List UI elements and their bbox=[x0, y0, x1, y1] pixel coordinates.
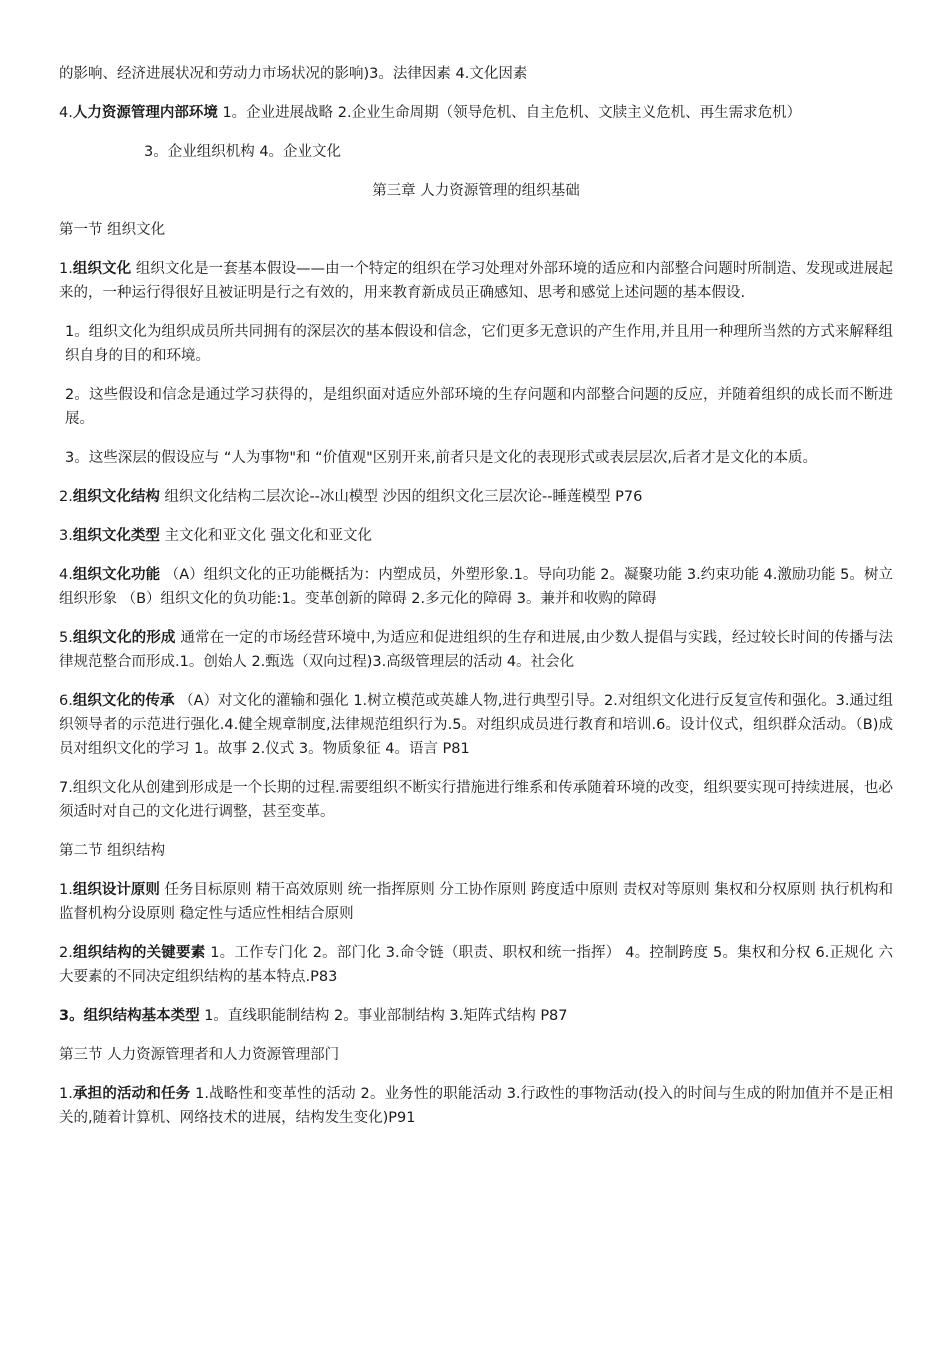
paragraph-internal-environment bbox=[59, 101, 893, 125]
paragraph-text: 组织文化是一套基本假设——由一个特定的组织在学习处理对外部环境的适应和内部整合问题时所制造、发现或进展起来的，一种运行得很好且被证明是行之有效的，用来教育新成员正确感知、思考和感觉上述问题的基本假设. bbox=[59, 261, 894, 301]
paragraph-text: 组织文化结构二层次论--冰山模型 沙因的组织文化三层次论--睡莲模型 P76 bbox=[159, 489, 643, 505]
paragraph-lead: 4. bbox=[59, 105, 73, 121]
paragraph-text: 1。组织文化为组织成员所共同拥有的深层次的基本假设和信念，它们更多无意识的产生作用,并且用一种理所当然的方式来解释组织自身的目的和环境。 bbox=[65, 324, 893, 364]
paragraph-culture-point-2 bbox=[59, 383, 893, 431]
section-title-2: 第二节 组织结构 bbox=[59, 843, 166, 859]
paragraph-heading: 人力资源管理内部环境 bbox=[72, 105, 218, 121]
paragraph-heading: 组织文化 bbox=[72, 261, 132, 277]
paragraph-lead: 2. bbox=[59, 489, 73, 505]
paragraph-heading: 组织结构基本类型 bbox=[83, 1008, 200, 1024]
paragraph-heading: 承担的活动和任务 bbox=[72, 1086, 191, 1102]
paragraph-key-elements bbox=[59, 941, 893, 989]
paragraph-design-principles bbox=[59, 878, 893, 926]
paragraph-lead: 1. bbox=[59, 261, 73, 277]
paragraph-heading: 组织结构的关键要素 bbox=[72, 945, 206, 961]
paragraph-culture-formation bbox=[59, 626, 893, 674]
paragraph-culture-point-1 bbox=[59, 320, 893, 368]
paragraph-heading: 组织文化的传承 bbox=[72, 693, 175, 709]
paragraph-text: 1。工作专门化 2。部门化 3.命令链（职责、职权和统一指挥） 4。控制跨度 5。集权和分权 6.正规化 六大要素的不同决定组织结构的基本特点.P83 bbox=[59, 945, 893, 985]
paragraph-text: 通常在一定的市场经营环境中,为适应和促进组织的生存和进展,由少数人提倡与实践，经过较长时间的传播与法律规范整合而形成.1。创始人 2.甄选（双向过程)3.高级管理层的活动 4。社会化 bbox=[59, 630, 893, 670]
paragraph-text: 1。直线职能制结构 2。事业部制结构 3.矩阵式结构 P87 bbox=[199, 1008, 568, 1024]
paragraph-heading: 组织文化结构 bbox=[72, 489, 160, 505]
paragraph-heading: 组织设计原则 bbox=[72, 882, 160, 898]
paragraph-internal-environment-cont bbox=[59, 140, 893, 164]
paragraph-text: 主文化和亚文化 强文化和亚文化 bbox=[159, 528, 373, 544]
paragraph-lead: 5. bbox=[59, 630, 73, 646]
document-body bbox=[59, 62, 893, 1145]
paragraph-text: 的影响、经济进展状况和劳动力市场状况的影响)3。法律因素 4.文化因素 bbox=[59, 66, 528, 82]
paragraph-lead: 1. bbox=[59, 1086, 73, 1102]
paragraph-activities-tasks bbox=[59, 1082, 893, 1130]
paragraph-text: 任务目标原则 精干高效原则 统一指挥原则 分工协作原则 跨度适中原则 责权对等原则 集权和分权原则 执行机构和监督机构分设原则 稳定性与适应性相结合原则 bbox=[59, 882, 893, 922]
paragraph-lead: 3. bbox=[59, 528, 73, 544]
paragraph-culture-point-3 bbox=[59, 446, 893, 470]
paragraph-text: （A）组织文化的正功能概括为：内塑成员，外塑形象.1。导向功能 2。凝聚功能 3.约束功能 4.激励功能 5。树立组织形象 （B）组织文化的负功能:1。变革创新的障碍 2.多元化的障碍 3。兼并和收购的障碍 bbox=[59, 567, 894, 607]
paragraph-heading: 组织文化功能 bbox=[72, 567, 161, 583]
paragraph-culture-inheritance bbox=[59, 689, 893, 761]
paragraph-culture-structure bbox=[59, 485, 893, 509]
paragraph-text: 1.战略性和变革性的活动 2。业务性的职能活动 3.行政性的事物活动(投入的时间与生成的附加值并不是正相关的,随着计算机、网络技术的进展，结构发生变化)P91 bbox=[59, 1086, 894, 1126]
paragraph-text: 1。企业进展战略 2.企业生命周期（领导危机、自主危机、文牍主义危机、再生需求危机） bbox=[217, 105, 802, 121]
paragraph-lead: 2. bbox=[59, 945, 73, 961]
paragraph-text: 2。这些假设和信念是通过学习获得的，是组织面对适应外部环境的生存问题和内部整合问题的反应，并随着组织的成长而不断进展。 bbox=[65, 387, 893, 427]
paragraph-culture-types bbox=[59, 524, 893, 548]
paragraph-lead: 4. bbox=[59, 567, 73, 583]
chapter-title: 第三章 人力资源管理的组织基础 bbox=[372, 183, 580, 199]
paragraph-structure-types bbox=[59, 1004, 893, 1028]
paragraph-text: 3。企业组织机构 4。企业文化 bbox=[144, 144, 342, 160]
paragraph-heading: 组织文化的形成 bbox=[72, 630, 176, 646]
section-title-3: 第三节 人力资源管理者和人力资源管理部门 bbox=[59, 1047, 340, 1063]
paragraph-external-factors-tail bbox=[59, 62, 893, 86]
paragraph-lead: 1. bbox=[59, 882, 73, 898]
paragraph-text: 7.组织文化从创建到形成是一个长期的过程.需要组织不断实行措施进行维系和传承随着环境的改变，组织要实现可持续进展，也必须适时对自己的文化进行调整，甚至变革。 bbox=[59, 780, 893, 820]
paragraph-lead: 6. bbox=[59, 693, 73, 709]
section-title-1: 第一节 组织文化 bbox=[59, 222, 166, 238]
paragraph-culture-long-process bbox=[59, 776, 893, 824]
paragraph-org-culture-definition bbox=[59, 257, 893, 305]
paragraph-lead: 3。 bbox=[59, 1008, 84, 1024]
paragraph-text: 3。这些深层的假设应与 “人为事物"和 “价值观"区别开来,前者只是文化的表现形式或表层层次,后者才是文化的本质。 bbox=[65, 450, 818, 466]
paragraph-culture-functions bbox=[59, 563, 893, 611]
paragraph-heading: 组织文化类型 bbox=[72, 528, 160, 544]
paragraph-text: （A）对文化的灌输和强化 1.树立模范或英雄人物,进行典型引导。2.对组织文化进行反复宣传和强化。3.通过组织领导者的示范进行强化.4.健全规章制度,法律规范组织行为.5。对组织成员进行教育和培训.6。设计仪式，组织群众活动。（B)成员对组织文化的学习 1。故事 2.仪式 3。物质象征 4。语言 P81 bbox=[59, 693, 893, 757]
